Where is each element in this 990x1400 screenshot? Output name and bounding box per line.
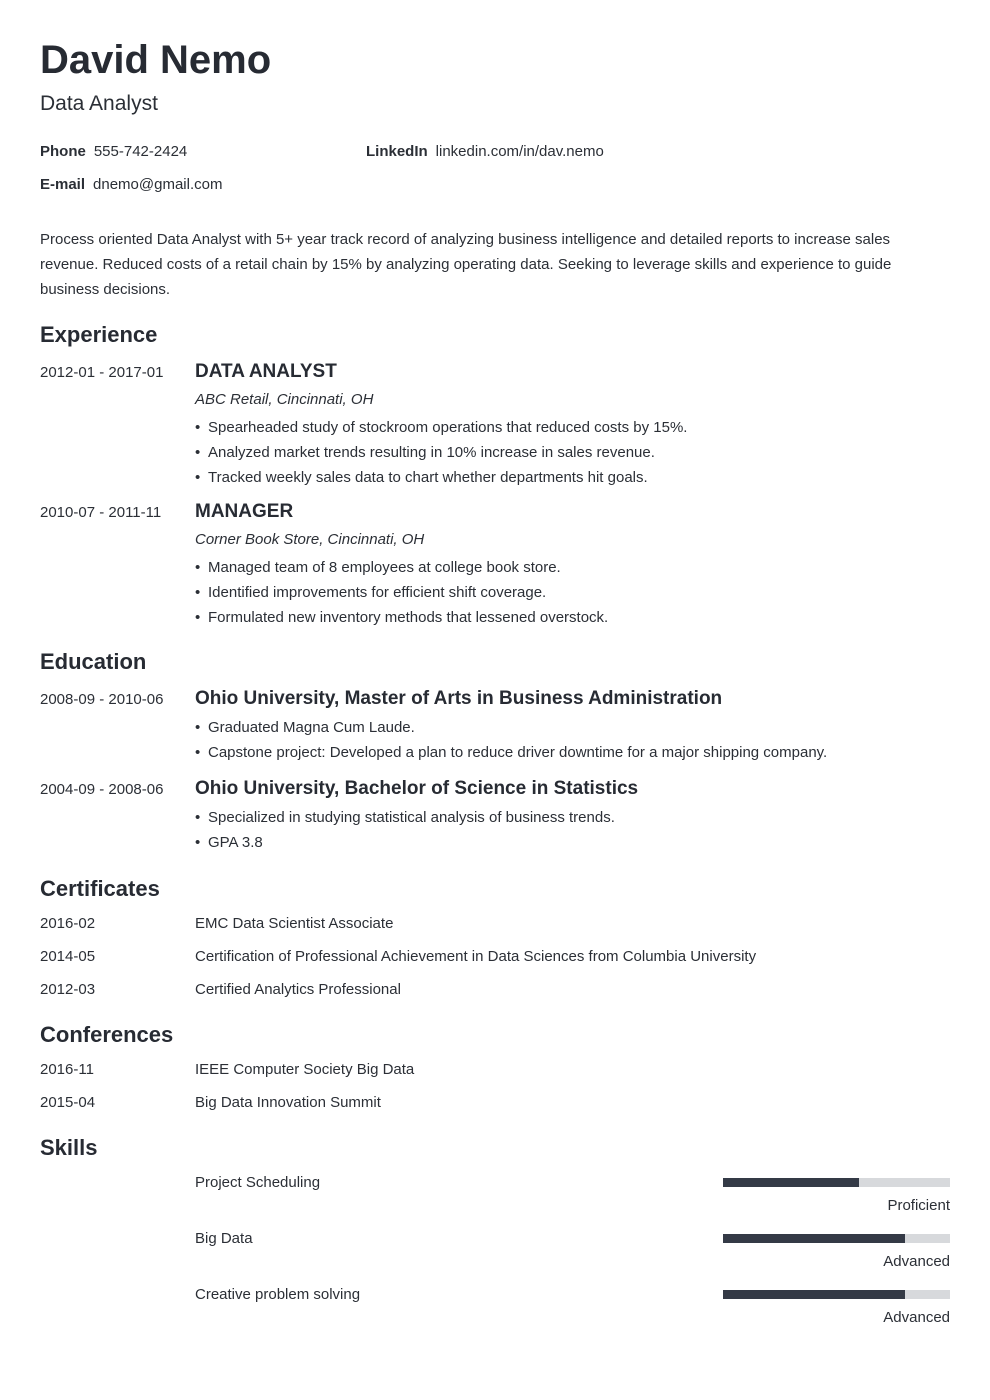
skill-level-bar	[723, 1234, 950, 1243]
education-entry	[195, 777, 955, 855]
skill-name: Project Scheduling	[195, 1174, 321, 1191]
conference-name: Big Data Innovation Summit	[195, 1094, 381, 1111]
list-item: • Managed team of 8 employees at college book store.	[195, 555, 955, 580]
contact-linkedin	[366, 142, 604, 162]
experience-dates: 2012-01 - 2017-01	[40, 364, 164, 381]
experience-dates: 2010-07 - 2011-11	[40, 504, 162, 521]
phone-value: 555-742-2424	[93, 143, 188, 160]
list-item: • Tracked weekly sales data to chart whether departments hit goals.	[195, 465, 955, 490]
linkedin-label: LinkedIn	[366, 143, 428, 160]
skill-name: Creative problem solving	[195, 1286, 361, 1303]
skill-level-label: Advanced	[883, 1253, 950, 1270]
job-company: Corner Book Store, Cincinnati, OH	[195, 531, 425, 548]
certificate-name: EMC Data Scientist Associate	[195, 915, 394, 932]
conference-date: 2015-04	[40, 1094, 96, 1111]
job-bullets	[195, 555, 955, 630]
job-title: MANAGER	[195, 501, 294, 522]
job-company: ABC Retail, Cincinnati, OH	[195, 391, 374, 408]
list-item: • Identified improvements for efficient shift coverage.	[195, 580, 955, 605]
experience-entry	[195, 360, 955, 490]
profile-summary: Process oriented Data Analyst with 5+ year track record of analyzing business intelligence and detailed reports to increase sales revenue. Reduced costs of a retail chain by 15% by analyzing operating data. Seeking to leverage skills and experience to guide business decisions.	[40, 231, 892, 298]
section-conferences-heading: Conferences	[40, 1022, 174, 1047]
list-item: • Graduated Magna Cum Laude.	[195, 715, 955, 740]
job-bullets	[195, 415, 955, 490]
degree-bullets	[195, 805, 955, 855]
education-dates: 2008-09 - 2010-06	[40, 691, 164, 708]
candidate-title: Data Analyst	[40, 92, 158, 115]
certificate-date: 2016-02	[40, 915, 96, 932]
skill-level-label: Advanced	[883, 1309, 950, 1326]
linkedin-value: linkedin.com/in/dav.nemo	[435, 143, 604, 160]
list-item: • Capstone project: Developed a plan to reduce driver downtime for a major shipping company.	[195, 740, 955, 765]
list-item: • Specialized in studying statistical analysis of business trends.	[195, 805, 955, 830]
skill-level-label: Proficient	[887, 1197, 950, 1214]
email-label: E-mail	[40, 176, 86, 193]
contact-phone	[40, 142, 187, 162]
section-experience-heading: Experience	[40, 322, 158, 347]
conference-name: IEEE Computer Society Big Data	[195, 1061, 415, 1078]
certificate-name: Certified Analytics Professional	[195, 981, 401, 998]
education-entry	[195, 687, 955, 765]
skill-level-bar	[723, 1178, 950, 1187]
degree-title: Ohio University, Bachelor of Science in Statistics	[195, 778, 639, 799]
skill-level-fill	[723, 1234, 905, 1243]
education-dates: 2004-09 - 2008-06	[40, 781, 164, 798]
conference-date: 2016-11	[40, 1061, 94, 1078]
candidate-name: David Nemo	[40, 38, 272, 82]
list-item: • Formulated new inventory methods that lessened overstock.	[195, 605, 955, 630]
certificate-date: 2014-05	[40, 948, 96, 965]
section-certificates-heading: Certificates	[40, 876, 160, 901]
certificate-date: 2012-03	[40, 981, 96, 998]
certificate-name: Certification of Professional Achievement in Data Sciences from Columbia University	[195, 948, 757, 965]
skill-level-bar	[723, 1290, 950, 1299]
degree-title: Ohio University, Master of Arts in Business Administration	[195, 688, 723, 709]
email-value: dnemo@gmail.com	[93, 176, 223, 193]
skill-level-fill	[723, 1178, 859, 1187]
list-item: • Spearheaded study of stockroom operations that reduced costs by 15%.	[195, 415, 955, 440]
job-title: DATA ANALYST	[195, 361, 337, 382]
skill-level-fill	[723, 1290, 905, 1299]
list-item: • GPA 3.8	[195, 830, 955, 855]
contact-email	[40, 175, 222, 195]
skill-name: Big Data	[195, 1230, 253, 1247]
experience-entry	[195, 500, 955, 630]
list-item: • Analyzed market trends resulting in 10% increase in sales revenue.	[195, 440, 955, 465]
phone-label: Phone	[40, 143, 86, 160]
degree-bullets	[195, 715, 955, 765]
section-education-heading: Education	[40, 649, 147, 674]
section-skills-heading: Skills	[40, 1135, 98, 1160]
